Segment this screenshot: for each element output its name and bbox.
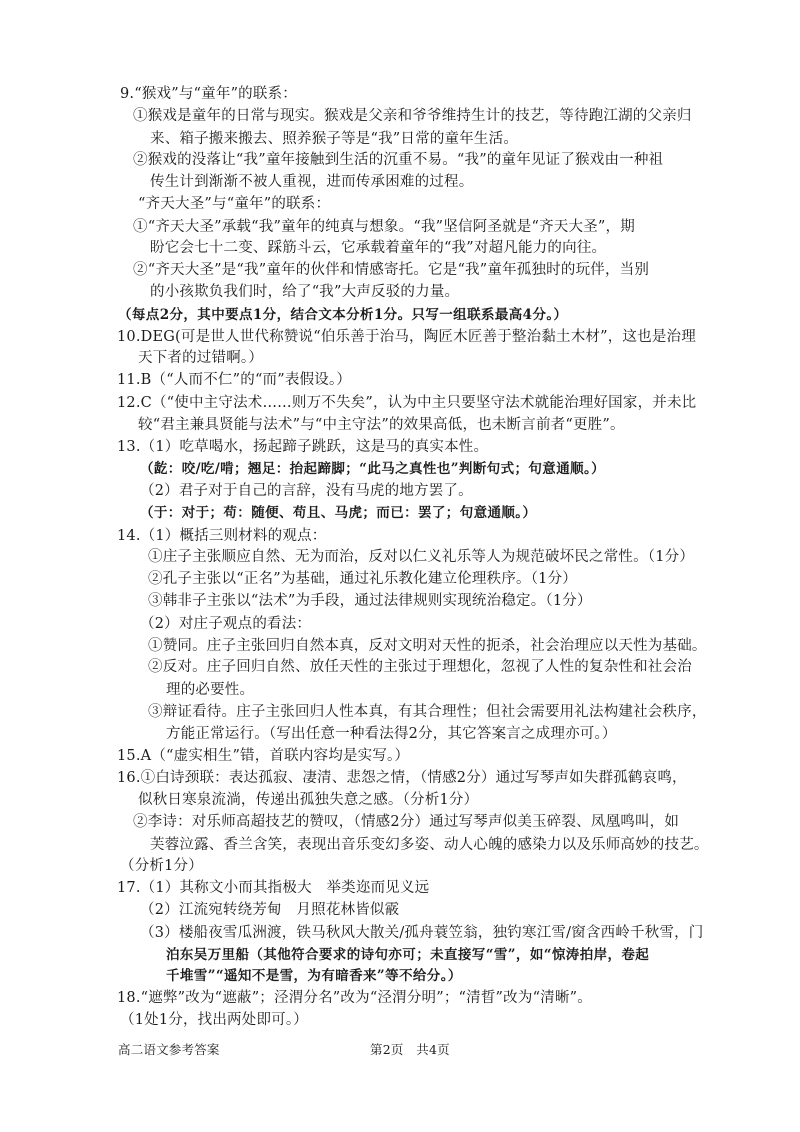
answer-line: 9.“猴戏”与“童年”的联系： [120,86,297,102]
footer-page-number: 第2页 共4页 [370,1042,450,1057]
answer-line: （2）对庄子观点的看法： [140,615,312,632]
answer-line: ②孔子主张以“正名”为基础，通过礼乐教化建立伦理秩序。（1分） [148,571,577,588]
answer-line: ②“齐天大圣”是“我”童年的伙伴和情感寄托。它是“我”童年孤独时的玩伴，当别 [133,262,650,279]
answer-line: （1处1分，找出两处即可。） [120,1012,308,1028]
answer-line: 理的必要性。 [166,682,255,699]
answer-line: 10.DEG(可是世人世代称赞说“伯乐善于治马，陶匠木匠善于整治黏土木材”，这也是治理 [117,328,696,345]
answer-line: 盼它会七十二变、踩筋斗云，它承载着童年的“我”对超凡能力的向往。 [150,240,607,257]
answer-line: （龁：咬/吃/啃；翘足：抬起蹄脚；“此马之真性也”判断句式；句意通顺。） [140,461,606,478]
answer-line: 泊东吴万里船（其他符合要求的诗句亦可；未直接写“雪”，如“惊涛拍岸，卷起 [166,946,650,963]
answer-line: ③韩非子主张以“法术”为手段，通过法律规则实现统治稳定。（1分） [148,593,592,610]
answer-line: ①赞同。庄子主张回归自然本真，反对文明对天性的扼杀，社会治理应以天性为基础。 [148,637,707,654]
answer-line: 千堆雪”“遥知不是雪，为有暗香来”等不给分。） [166,968,462,985]
answer-line: （2）江流宛转绕芳甸 月照花林皆似霰 [140,902,400,919]
answer-line: （3）楼船夜雪瓜洲渡，铁马秋风大散关/孤舟蓑笠翁，独钓寒江雪/窗含西岭千秋雪，门 [140,924,704,941]
answer-line: 芙蓉泣露、香兰含笑，表现出音乐变幻多姿、动人心魄的感染力以及乐师高妙的技艺。 [150,836,709,853]
answer-line: ③辩证看待。庄子主张回归人性本真，有其合理性；但社会需要用礼法构建社会秩序， [148,703,707,720]
answer-line: （于：对于；苟：随便、苟且、马虎；而已：罢了；句意通顺。） [140,504,537,521]
answer-line: 15.A（“虚实相生”错，首联内容均是实写。） [117,747,410,764]
answer-line: “齐天大圣”与“童年”的联系： [138,195,331,212]
answer-line: 17.（1）其称文小而其指极大 举类迩而见义远 [117,880,430,897]
answer-line: 天下者的过错啊。） [138,350,264,367]
answer-line: 12.C（“使中主守法术……则万不失矣”，认为中主只要坚守法术就能治理好国家，并未比 [117,394,697,411]
answer-line: 11.B（“人而不仁”的“而”表假设。） [117,372,352,389]
answer-line: 14.（1）概括三则材料的观点： [117,527,327,544]
answer-line: ①庄子主张顺应自然、无为而治，反对以仁义礼乐等人为规范破坏民之常性。（1分） [148,549,695,566]
answer-line: 传生计到渐渐不被人重视，进而传承困难的过程。 [150,174,474,191]
answer-line: ②反对。庄子回归自然、放任天性的主张过于理想化，忽视了人性的复杂性和社会治 [148,659,692,676]
footer-title: 高二语文参考答案 [118,1042,220,1057]
answer-line: ②猴戏的没落让“我”童年接触到生活的沉重不易。“我”的童年见证了猴戏由一种祖 [133,152,664,169]
answer-line: 来、箱子搬来搬去、照养猴子等是“我”日常的童年生活。 [150,130,519,147]
answer-line: 较“君主兼具贤能与法术”与“中主守法”的效果高低，也未断言前者“更胜”。 [138,416,625,433]
answer-line: （2）君子对于自己的言辞，没有马虎的地方罢了。 [140,483,473,500]
answer-line: 16.①白诗颈联：表达孤寂、凄清、悲怨之情，（情感2分）通过写琴声如失群孤鹤哀鸣， [117,770,687,787]
answer-line: ①“齐天大圣”承载“我”童年的纯真与想象。“我”坚信阿圣就是“齐天大圣”，期 [133,218,635,235]
answer-line: 13.（1）吃草喝水，扬起蹄子跳跃，这是马的真实本性。 [117,438,489,455]
answer-line: ①猴戏是童年的日常与现实。猴戏是父亲和爷爷维持生计的技艺，等待跑江湖的父亲归 [133,107,692,124]
answer-line: （每点2分，其中要点1分，结合文本分析1分。只写一组联系最高4分。） [118,306,568,323]
answer-line: 方能正常运行。（写出任意一种看法得2分，其它答案言之成理亦可。） [166,725,617,742]
answer-line: ②李诗：对乐师高超技艺的赞叹，（情感2分）通过写琴声似美玉碎裂、凤凰鸣叫，如 [133,813,680,830]
answer-line: （分析1分） [120,858,203,875]
answer-line: 似秋日寒泉流淌，传递出孤独失意之感。（分析1分） [138,792,479,809]
answer-line: 18.“遮弊”改为“遮蔽”；泾渭分名”改为“泾渭分明”；“清晢”改为“清晰”。 [117,990,592,1007]
answer-line: 的小孩欺负我们时，给了“我”大声反驳的力量。 [150,284,460,301]
